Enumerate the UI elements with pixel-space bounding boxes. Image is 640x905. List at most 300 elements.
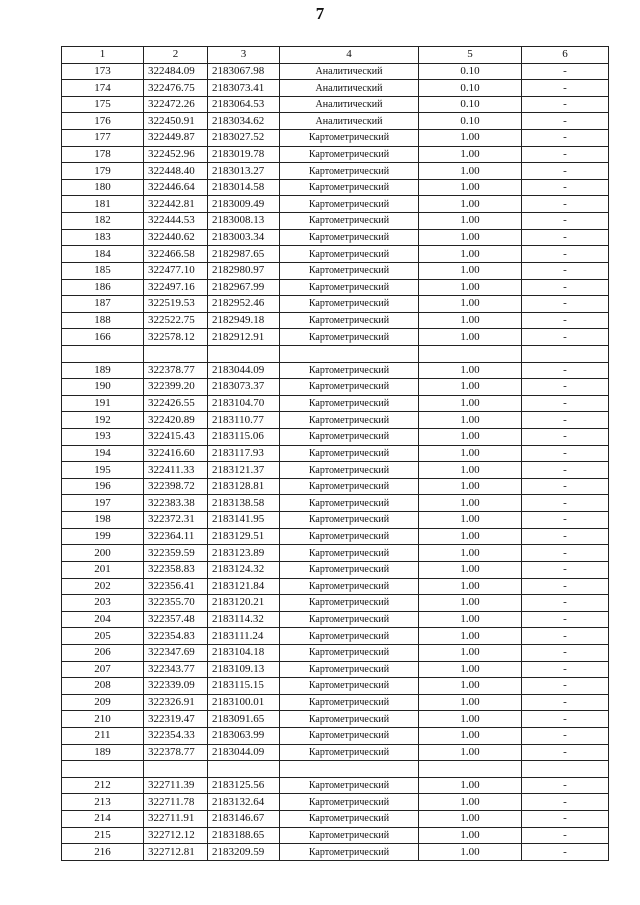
point-number-cell: 211 — [62, 727, 144, 744]
point-number-cell — [62, 761, 144, 778]
method-cell: Картометрический — [280, 678, 419, 695]
column-header: 3 — [208, 47, 280, 64]
table-row — [62, 146, 609, 163]
y-coordinate-cell: 2182987.65 — [208, 246, 280, 263]
y-coordinate-cell: 2183091.65 — [208, 711, 280, 728]
note-cell: - — [522, 478, 609, 495]
table-row — [62, 130, 609, 147]
table-row — [62, 279, 609, 296]
x-coordinate-cell: 322378.77 — [144, 362, 208, 379]
y-coordinate-cell: 2182952.46 — [208, 296, 280, 313]
precision-cell: 1.00 — [419, 794, 522, 811]
table-row — [62, 827, 609, 844]
method-cell: Картометрический — [280, 130, 419, 147]
table-row — [62, 362, 609, 379]
method-cell: Картометрический — [280, 296, 419, 313]
x-coordinate-cell: 322378.77 — [144, 744, 208, 761]
x-coordinate-cell: 322358.83 — [144, 561, 208, 578]
note-cell — [522, 761, 609, 778]
point-number-cell: 175 — [62, 96, 144, 113]
note-cell: - — [522, 379, 609, 396]
point-number-cell — [62, 345, 144, 362]
note-cell: - — [522, 611, 609, 628]
point-number-cell: 179 — [62, 163, 144, 180]
table-row — [62, 611, 609, 628]
precision-cell: 1.00 — [419, 179, 522, 196]
x-coordinate-cell: 322383.38 — [144, 495, 208, 512]
table-row — [62, 80, 609, 97]
note-cell: - — [522, 445, 609, 462]
point-number-cell: 196 — [62, 478, 144, 495]
note-cell: - — [522, 711, 609, 728]
table-row — [62, 429, 609, 446]
note-cell: - — [522, 63, 609, 80]
method-cell: Картометрический — [280, 412, 419, 429]
column-header: 6 — [522, 47, 609, 64]
y-coordinate-cell: 2183003.34 — [208, 229, 280, 246]
table-header-row — [62, 47, 609, 64]
table-row — [62, 794, 609, 811]
y-coordinate-cell: 2183063.99 — [208, 727, 280, 744]
y-coordinate-cell: 2183209.59 — [208, 844, 280, 861]
point-number-cell: 186 — [62, 279, 144, 296]
method-cell — [280, 761, 419, 778]
precision-cell: 1.00 — [419, 379, 522, 396]
note-cell: - — [522, 429, 609, 446]
table-row — [62, 395, 609, 412]
point-number-cell: 181 — [62, 196, 144, 213]
table-row — [62, 744, 609, 761]
method-cell — [280, 345, 419, 362]
y-coordinate-cell: 2183110.77 — [208, 412, 280, 429]
note-cell: - — [522, 512, 609, 529]
note-cell: - — [522, 113, 609, 130]
table-row — [62, 528, 609, 545]
point-number-cell: 214 — [62, 811, 144, 828]
point-number-cell: 166 — [62, 329, 144, 346]
y-coordinate-cell: 2183121.37 — [208, 462, 280, 479]
precision-cell: 1.00 — [419, 545, 522, 562]
note-cell: - — [522, 727, 609, 744]
precision-cell: 1.00 — [419, 644, 522, 661]
y-coordinate-cell: 2182980.97 — [208, 262, 280, 279]
precision-cell: 1.00 — [419, 512, 522, 529]
table-row — [62, 495, 609, 512]
point-number-cell: 206 — [62, 644, 144, 661]
y-coordinate-cell: 2183188.65 — [208, 827, 280, 844]
method-cell: Картометрический — [280, 727, 419, 744]
point-number-cell: 178 — [62, 146, 144, 163]
table-row — [62, 595, 609, 612]
note-cell: - — [522, 794, 609, 811]
point-number-cell: 189 — [62, 744, 144, 761]
precision-cell: 1.00 — [419, 196, 522, 213]
precision-cell: 1.00 — [419, 296, 522, 313]
precision-cell: 1.00 — [419, 844, 522, 861]
table-row — [62, 345, 609, 362]
precision-cell: 1.00 — [419, 694, 522, 711]
note-cell: - — [522, 644, 609, 661]
page-number: 7 — [315, 4, 325, 23]
method-cell: Картометрический — [280, 827, 419, 844]
precision-cell: 1.00 — [419, 727, 522, 744]
table-row — [62, 296, 609, 313]
point-number-cell: 212 — [62, 777, 144, 794]
note-cell: - — [522, 146, 609, 163]
precision-cell — [419, 761, 522, 778]
method-cell: Картометрический — [280, 462, 419, 479]
note-cell: - — [522, 811, 609, 828]
table-row — [62, 777, 609, 794]
point-number-cell: 199 — [62, 528, 144, 545]
x-coordinate-cell: 322450.91 — [144, 113, 208, 130]
table-row — [62, 478, 609, 495]
y-coordinate-cell: 2182949.18 — [208, 312, 280, 329]
note-cell: - — [522, 678, 609, 695]
x-coordinate-cell: 322357.48 — [144, 611, 208, 628]
point-number-cell: 191 — [62, 395, 144, 412]
point-number-cell: 209 — [62, 694, 144, 711]
point-number-cell: 213 — [62, 794, 144, 811]
note-cell: - — [522, 246, 609, 263]
table-row — [62, 262, 609, 279]
precision-cell: 1.00 — [419, 744, 522, 761]
x-coordinate-cell: 322364.11 — [144, 528, 208, 545]
method-cell: Картометрический — [280, 545, 419, 562]
note-cell: - — [522, 80, 609, 97]
note-cell: - — [522, 312, 609, 329]
precision-cell: 1.00 — [419, 827, 522, 844]
note-cell: - — [522, 694, 609, 711]
method-cell: Картометрический — [280, 744, 419, 761]
x-coordinate-cell: 322484.09 — [144, 63, 208, 80]
y-coordinate-cell: 2183109.13 — [208, 661, 280, 678]
point-number-cell: 208 — [62, 678, 144, 695]
table-row — [62, 229, 609, 246]
table-row — [62, 761, 609, 778]
precision-cell: 1.00 — [419, 395, 522, 412]
y-coordinate-cell: 2183064.53 — [208, 96, 280, 113]
precision-cell: 1.00 — [419, 528, 522, 545]
table-row — [62, 811, 609, 828]
table-row — [62, 578, 609, 595]
table-row — [62, 246, 609, 263]
note-cell: - — [522, 163, 609, 180]
method-cell: Картометрический — [280, 794, 419, 811]
table-row — [62, 661, 609, 678]
x-coordinate-cell: 322355.70 — [144, 595, 208, 612]
method-cell: Картометрический — [280, 512, 419, 529]
note-cell: - — [522, 296, 609, 313]
precision-cell: 1.00 — [419, 578, 522, 595]
method-cell: Картометрический — [280, 611, 419, 628]
precision-cell: 1.00 — [419, 678, 522, 695]
point-number-cell: 215 — [62, 827, 144, 844]
y-coordinate-cell: 2182967.99 — [208, 279, 280, 296]
method-cell: Аналитический — [280, 80, 419, 97]
table-row — [62, 462, 609, 479]
y-coordinate-cell: 2183114.32 — [208, 611, 280, 628]
point-number-cell: 173 — [62, 63, 144, 80]
point-number-cell: 176 — [62, 113, 144, 130]
note-cell: - — [522, 827, 609, 844]
y-coordinate-cell: 2183100.01 — [208, 694, 280, 711]
note-cell: - — [522, 578, 609, 595]
y-coordinate-cell: 2183115.15 — [208, 678, 280, 695]
method-cell: Картометрический — [280, 246, 419, 263]
y-coordinate-cell: 2183019.78 — [208, 146, 280, 163]
table-body — [62, 63, 609, 860]
table-row — [62, 96, 609, 113]
note-cell: - — [522, 329, 609, 346]
x-coordinate-cell: 322452.96 — [144, 146, 208, 163]
x-coordinate-cell: 322442.81 — [144, 196, 208, 213]
note-cell: - — [522, 561, 609, 578]
column-header: 2 — [144, 47, 208, 64]
x-coordinate-cell: 322420.89 — [144, 412, 208, 429]
table-row — [62, 561, 609, 578]
coordinates-table — [61, 46, 609, 861]
x-coordinate-cell: 322711.78 — [144, 794, 208, 811]
y-coordinate-cell: 2183013.27 — [208, 163, 280, 180]
note-cell: - — [522, 595, 609, 612]
y-coordinate-cell: 2183073.41 — [208, 80, 280, 97]
precision-cell: 0.10 — [419, 113, 522, 130]
y-coordinate-cell: 2183141.95 — [208, 512, 280, 529]
point-number-cell: 192 — [62, 412, 144, 429]
precision-cell: 1.00 — [419, 478, 522, 495]
method-cell: Картометрический — [280, 844, 419, 861]
precision-cell: 1.00 — [419, 445, 522, 462]
method-cell: Картометрический — [280, 429, 419, 446]
point-number-cell: 205 — [62, 628, 144, 645]
y-coordinate-cell: 2183008.13 — [208, 213, 280, 230]
precision-cell: 1.00 — [419, 329, 522, 346]
point-number-cell: 193 — [62, 429, 144, 446]
note-cell: - — [522, 777, 609, 794]
note-cell: - — [522, 395, 609, 412]
method-cell: Картометрический — [280, 312, 419, 329]
precision-cell — [419, 345, 522, 362]
point-number-cell: 197 — [62, 495, 144, 512]
note-cell: - — [522, 412, 609, 429]
x-coordinate-cell: 322446.64 — [144, 179, 208, 196]
x-coordinate-cell: 322326.91 — [144, 694, 208, 711]
note-cell: - — [522, 528, 609, 545]
column-header: 5 — [419, 47, 522, 64]
precision-cell: 1.00 — [419, 661, 522, 678]
y-coordinate-cell: 2183014.58 — [208, 179, 280, 196]
y-coordinate-cell: 2183120.21 — [208, 595, 280, 612]
point-number-cell: 190 — [62, 379, 144, 396]
note-cell: - — [522, 844, 609, 861]
table-row — [62, 694, 609, 711]
x-coordinate-cell: 322398.72 — [144, 478, 208, 495]
y-coordinate-cell: 2183115.06 — [208, 429, 280, 446]
precision-cell: 0.10 — [419, 80, 522, 97]
method-cell: Картометрический — [280, 362, 419, 379]
x-coordinate-cell: 322411.33 — [144, 462, 208, 479]
x-coordinate-cell: 322522.75 — [144, 312, 208, 329]
x-coordinate-cell — [144, 761, 208, 778]
point-number-cell: 198 — [62, 512, 144, 529]
note-cell: - — [522, 262, 609, 279]
y-coordinate-cell: 2183067.98 — [208, 63, 280, 80]
precision-cell: 1.00 — [419, 412, 522, 429]
x-coordinate-cell: 322415.43 — [144, 429, 208, 446]
x-coordinate-cell: 322343.77 — [144, 661, 208, 678]
point-number-cell: 187 — [62, 296, 144, 313]
y-coordinate-cell: 2183027.52 — [208, 130, 280, 147]
x-coordinate-cell: 322519.53 — [144, 296, 208, 313]
y-coordinate-cell: 2183129.51 — [208, 528, 280, 545]
point-number-cell: 207 — [62, 661, 144, 678]
x-coordinate-cell: 322416.60 — [144, 445, 208, 462]
precision-cell: 1.00 — [419, 362, 522, 379]
precision-cell: 1.00 — [419, 611, 522, 628]
method-cell: Картометрический — [280, 179, 419, 196]
point-number-cell: 203 — [62, 595, 144, 612]
method-cell: Картометрический — [280, 213, 419, 230]
table-row — [62, 727, 609, 744]
precision-cell: 0.10 — [419, 96, 522, 113]
note-cell: - — [522, 196, 609, 213]
precision-cell: 1.00 — [419, 246, 522, 263]
precision-cell: 1.00 — [419, 777, 522, 794]
x-coordinate-cell — [144, 345, 208, 362]
method-cell: Картометрический — [280, 478, 419, 495]
x-coordinate-cell: 322476.75 — [144, 80, 208, 97]
precision-cell: 1.00 — [419, 561, 522, 578]
note-cell: - — [522, 545, 609, 562]
table-row — [62, 844, 609, 861]
point-number-cell: 194 — [62, 445, 144, 462]
precision-cell: 1.00 — [419, 628, 522, 645]
point-number-cell: 210 — [62, 711, 144, 728]
method-cell: Картометрический — [280, 279, 419, 296]
x-coordinate-cell: 322497.16 — [144, 279, 208, 296]
precision-cell: 1.00 — [419, 711, 522, 728]
y-coordinate-cell: 2183123.89 — [208, 545, 280, 562]
point-number-cell: 216 — [62, 844, 144, 861]
y-coordinate-cell: 2183125.56 — [208, 777, 280, 794]
x-coordinate-cell: 322711.91 — [144, 811, 208, 828]
point-number-cell: 174 — [62, 80, 144, 97]
y-coordinate-cell: 2183044.09 — [208, 744, 280, 761]
note-cell: - — [522, 628, 609, 645]
precision-cell: 1.00 — [419, 130, 522, 147]
y-coordinate-cell: 2183124.32 — [208, 561, 280, 578]
x-coordinate-cell: 322440.62 — [144, 229, 208, 246]
point-number-cell: 183 — [62, 229, 144, 246]
y-coordinate-cell: 2183138.58 — [208, 495, 280, 512]
x-coordinate-cell: 322449.87 — [144, 130, 208, 147]
y-coordinate-cell: 2182912.91 — [208, 329, 280, 346]
note-cell: - — [522, 213, 609, 230]
x-coordinate-cell: 322319.47 — [144, 711, 208, 728]
table-row — [62, 628, 609, 645]
precision-cell: 1.00 — [419, 229, 522, 246]
y-coordinate-cell: 2183034.62 — [208, 113, 280, 130]
table-row — [62, 379, 609, 396]
point-number-cell: 184 — [62, 246, 144, 263]
x-coordinate-cell: 322711.39 — [144, 777, 208, 794]
x-coordinate-cell: 322347.69 — [144, 644, 208, 661]
method-cell: Картометрический — [280, 196, 419, 213]
table-row — [62, 113, 609, 130]
method-cell: Картометрический — [280, 528, 419, 545]
precision-cell: 1.00 — [419, 811, 522, 828]
method-cell: Картометрический — [280, 561, 419, 578]
precision-cell: 1.00 — [419, 279, 522, 296]
method-cell: Картометрический — [280, 811, 419, 828]
method-cell: Картометрический — [280, 661, 419, 678]
point-number-cell: 185 — [62, 262, 144, 279]
x-coordinate-cell: 322372.31 — [144, 512, 208, 529]
method-cell: Картометрический — [280, 379, 419, 396]
method-cell: Картометрический — [280, 395, 419, 412]
table-row — [62, 196, 609, 213]
precision-cell: 1.00 — [419, 595, 522, 612]
y-coordinate-cell: 2183073.37 — [208, 379, 280, 396]
point-number-cell: 204 — [62, 611, 144, 628]
method-cell: Аналитический — [280, 113, 419, 130]
note-cell: - — [522, 661, 609, 678]
point-number-cell: 195 — [62, 462, 144, 479]
x-coordinate-cell: 322354.33 — [144, 727, 208, 744]
y-coordinate-cell: 2183121.84 — [208, 578, 280, 595]
point-number-cell: 201 — [62, 561, 144, 578]
method-cell: Картометрический — [280, 229, 419, 246]
method-cell: Картометрический — [280, 262, 419, 279]
method-cell: Картометрический — [280, 595, 419, 612]
method-cell: Картометрический — [280, 445, 419, 462]
x-coordinate-cell: 322399.20 — [144, 379, 208, 396]
column-header: 1 — [62, 47, 144, 64]
x-coordinate-cell: 322356.41 — [144, 578, 208, 595]
method-cell: Аналитический — [280, 96, 419, 113]
y-coordinate-cell: 2183132.64 — [208, 794, 280, 811]
x-coordinate-cell: 322578.12 — [144, 329, 208, 346]
x-coordinate-cell: 322444.53 — [144, 213, 208, 230]
table-row — [62, 412, 609, 429]
y-coordinate-cell: 2183044.09 — [208, 362, 280, 379]
point-number-cell: 177 — [62, 130, 144, 147]
table-row — [62, 213, 609, 230]
table-row — [62, 711, 609, 728]
x-coordinate-cell: 322354.83 — [144, 628, 208, 645]
point-number-cell: 200 — [62, 545, 144, 562]
y-coordinate-cell: 2183104.18 — [208, 644, 280, 661]
precision-cell: 1.00 — [419, 163, 522, 180]
table-row — [62, 445, 609, 462]
point-number-cell: 189 — [62, 362, 144, 379]
precision-cell: 1.00 — [419, 312, 522, 329]
method-cell: Картометрический — [280, 163, 419, 180]
method-cell: Картометрический — [280, 628, 419, 645]
x-coordinate-cell: 322359.59 — [144, 545, 208, 562]
point-number-cell: 180 — [62, 179, 144, 196]
table-row — [62, 163, 609, 180]
x-coordinate-cell: 322466.58 — [144, 246, 208, 263]
x-coordinate-cell: 322448.40 — [144, 163, 208, 180]
column-header: 4 — [280, 47, 419, 64]
method-cell: Картометрический — [280, 777, 419, 794]
y-coordinate-cell — [208, 345, 280, 362]
x-coordinate-cell: 322472.26 — [144, 96, 208, 113]
method-cell: Картометрический — [280, 578, 419, 595]
method-cell: Картометрический — [280, 146, 419, 163]
